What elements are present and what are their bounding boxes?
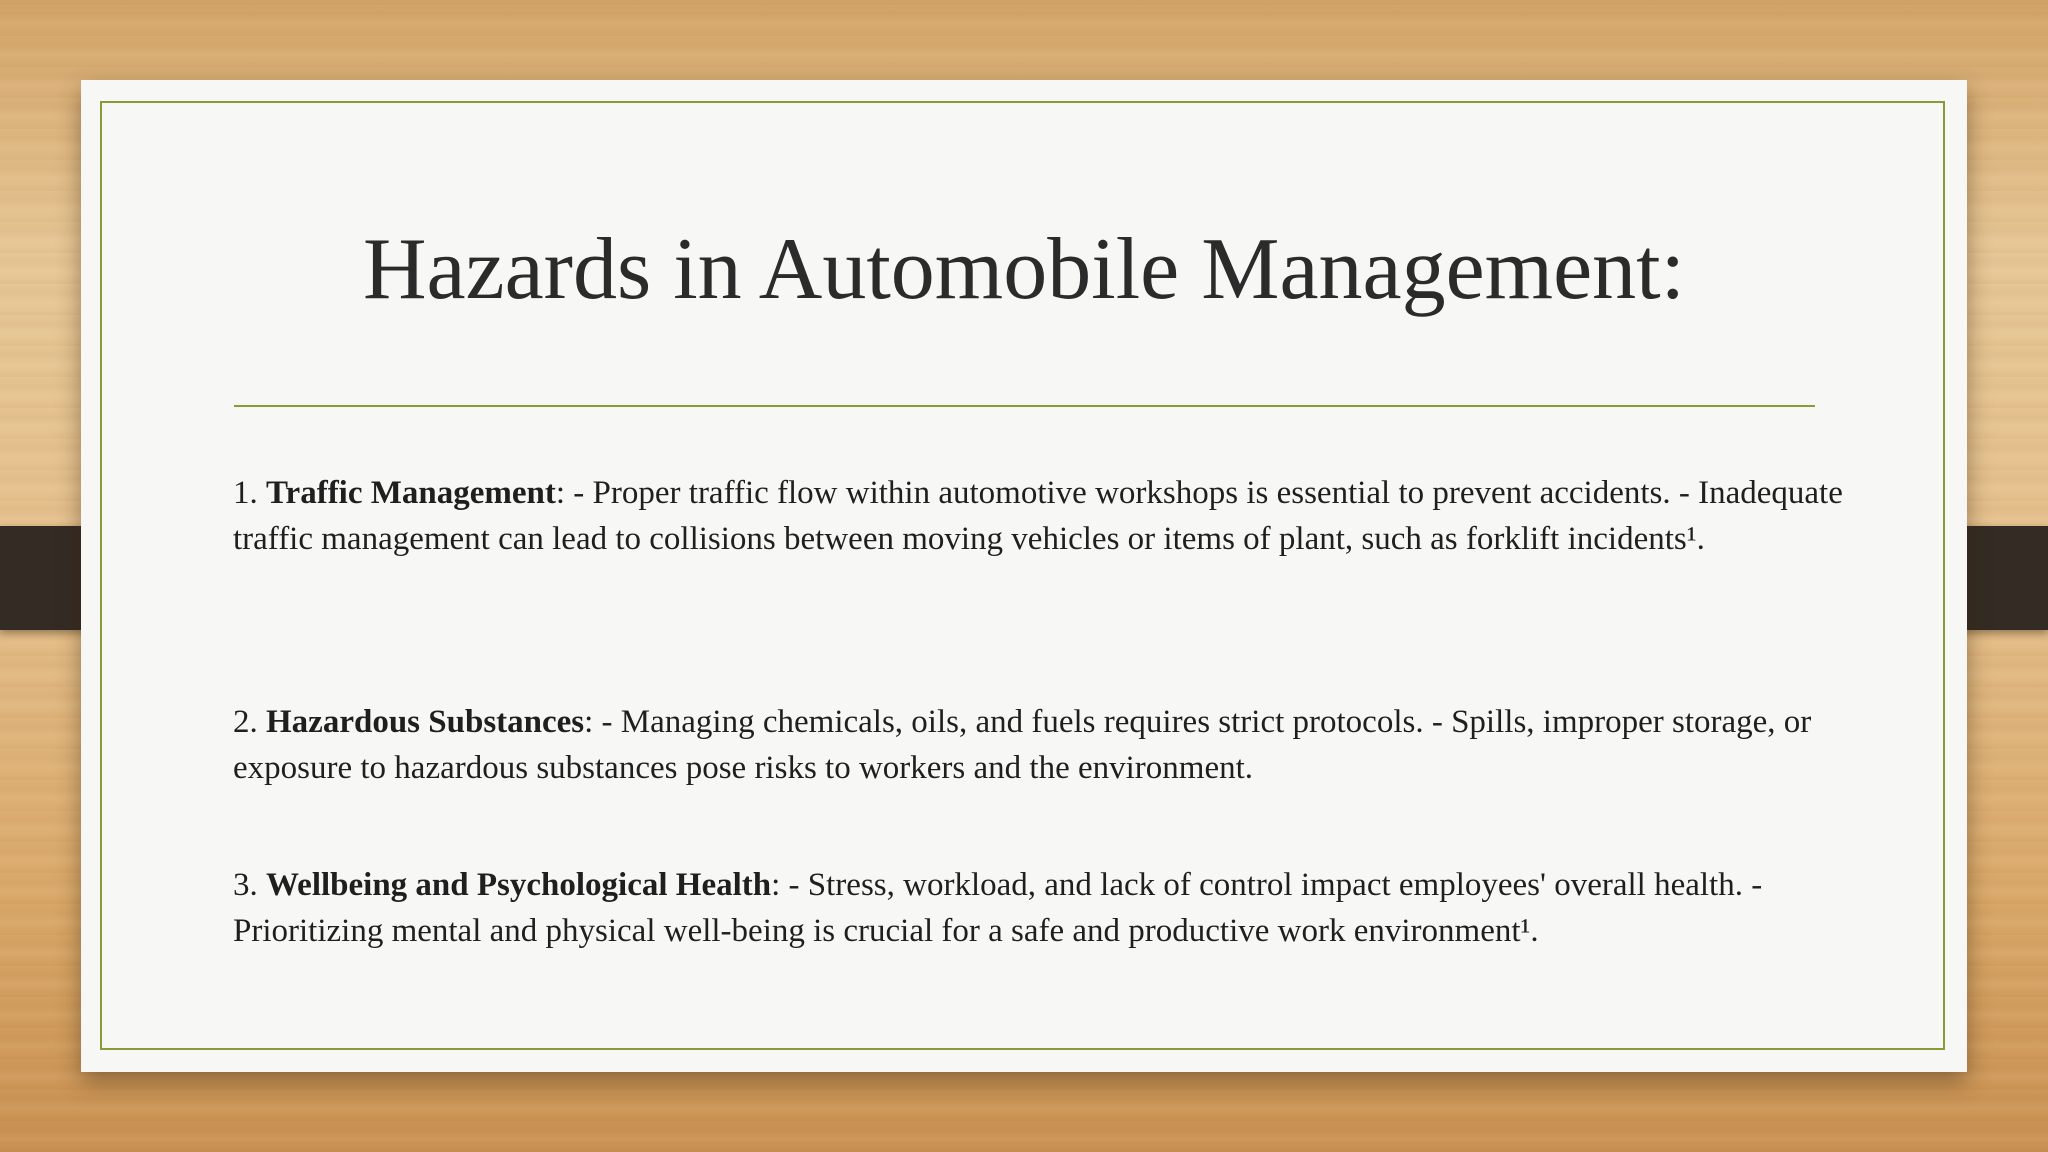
slide bbox=[81, 80, 1967, 1072]
title-divider bbox=[234, 405, 1815, 407]
hazard-item-wellbeing-psychological-health bbox=[233, 862, 1853, 954]
item-heading: Traffic Management bbox=[266, 475, 556, 511]
hazard-item-hazardous-substances bbox=[233, 699, 1853, 791]
item-number: 3. bbox=[233, 867, 258, 903]
item-body: : - Stress, workload, and lack of control impact employees' overall health. - Prioritizing mental and physical well-being is crucial for a safe and productive work environment¹. bbox=[233, 867, 1763, 949]
item-body: : - Proper traffic flow within automotive workshops is essential to prevent accidents. - Inadequate traffic management can lead to collisions between moving vehicles or items of plant, such as forklift incidents¹. bbox=[233, 475, 1843, 557]
item-number: 1. bbox=[233, 475, 258, 511]
item-heading: Hazardous Substances bbox=[266, 704, 585, 740]
item-body: : - Managing chemicals, oils, and fuels requires strict protocols. - Spills, improper storage, or exposure to hazardous substances pose risks to workers and the environment. bbox=[233, 704, 1812, 786]
item-heading: Wellbeing and Psychological Health bbox=[266, 867, 772, 903]
item-number: 2. bbox=[233, 704, 258, 740]
hazard-item-traffic-management bbox=[233, 470, 1853, 562]
slide-title: Hazards in Automobile Management: bbox=[362, 221, 1686, 318]
